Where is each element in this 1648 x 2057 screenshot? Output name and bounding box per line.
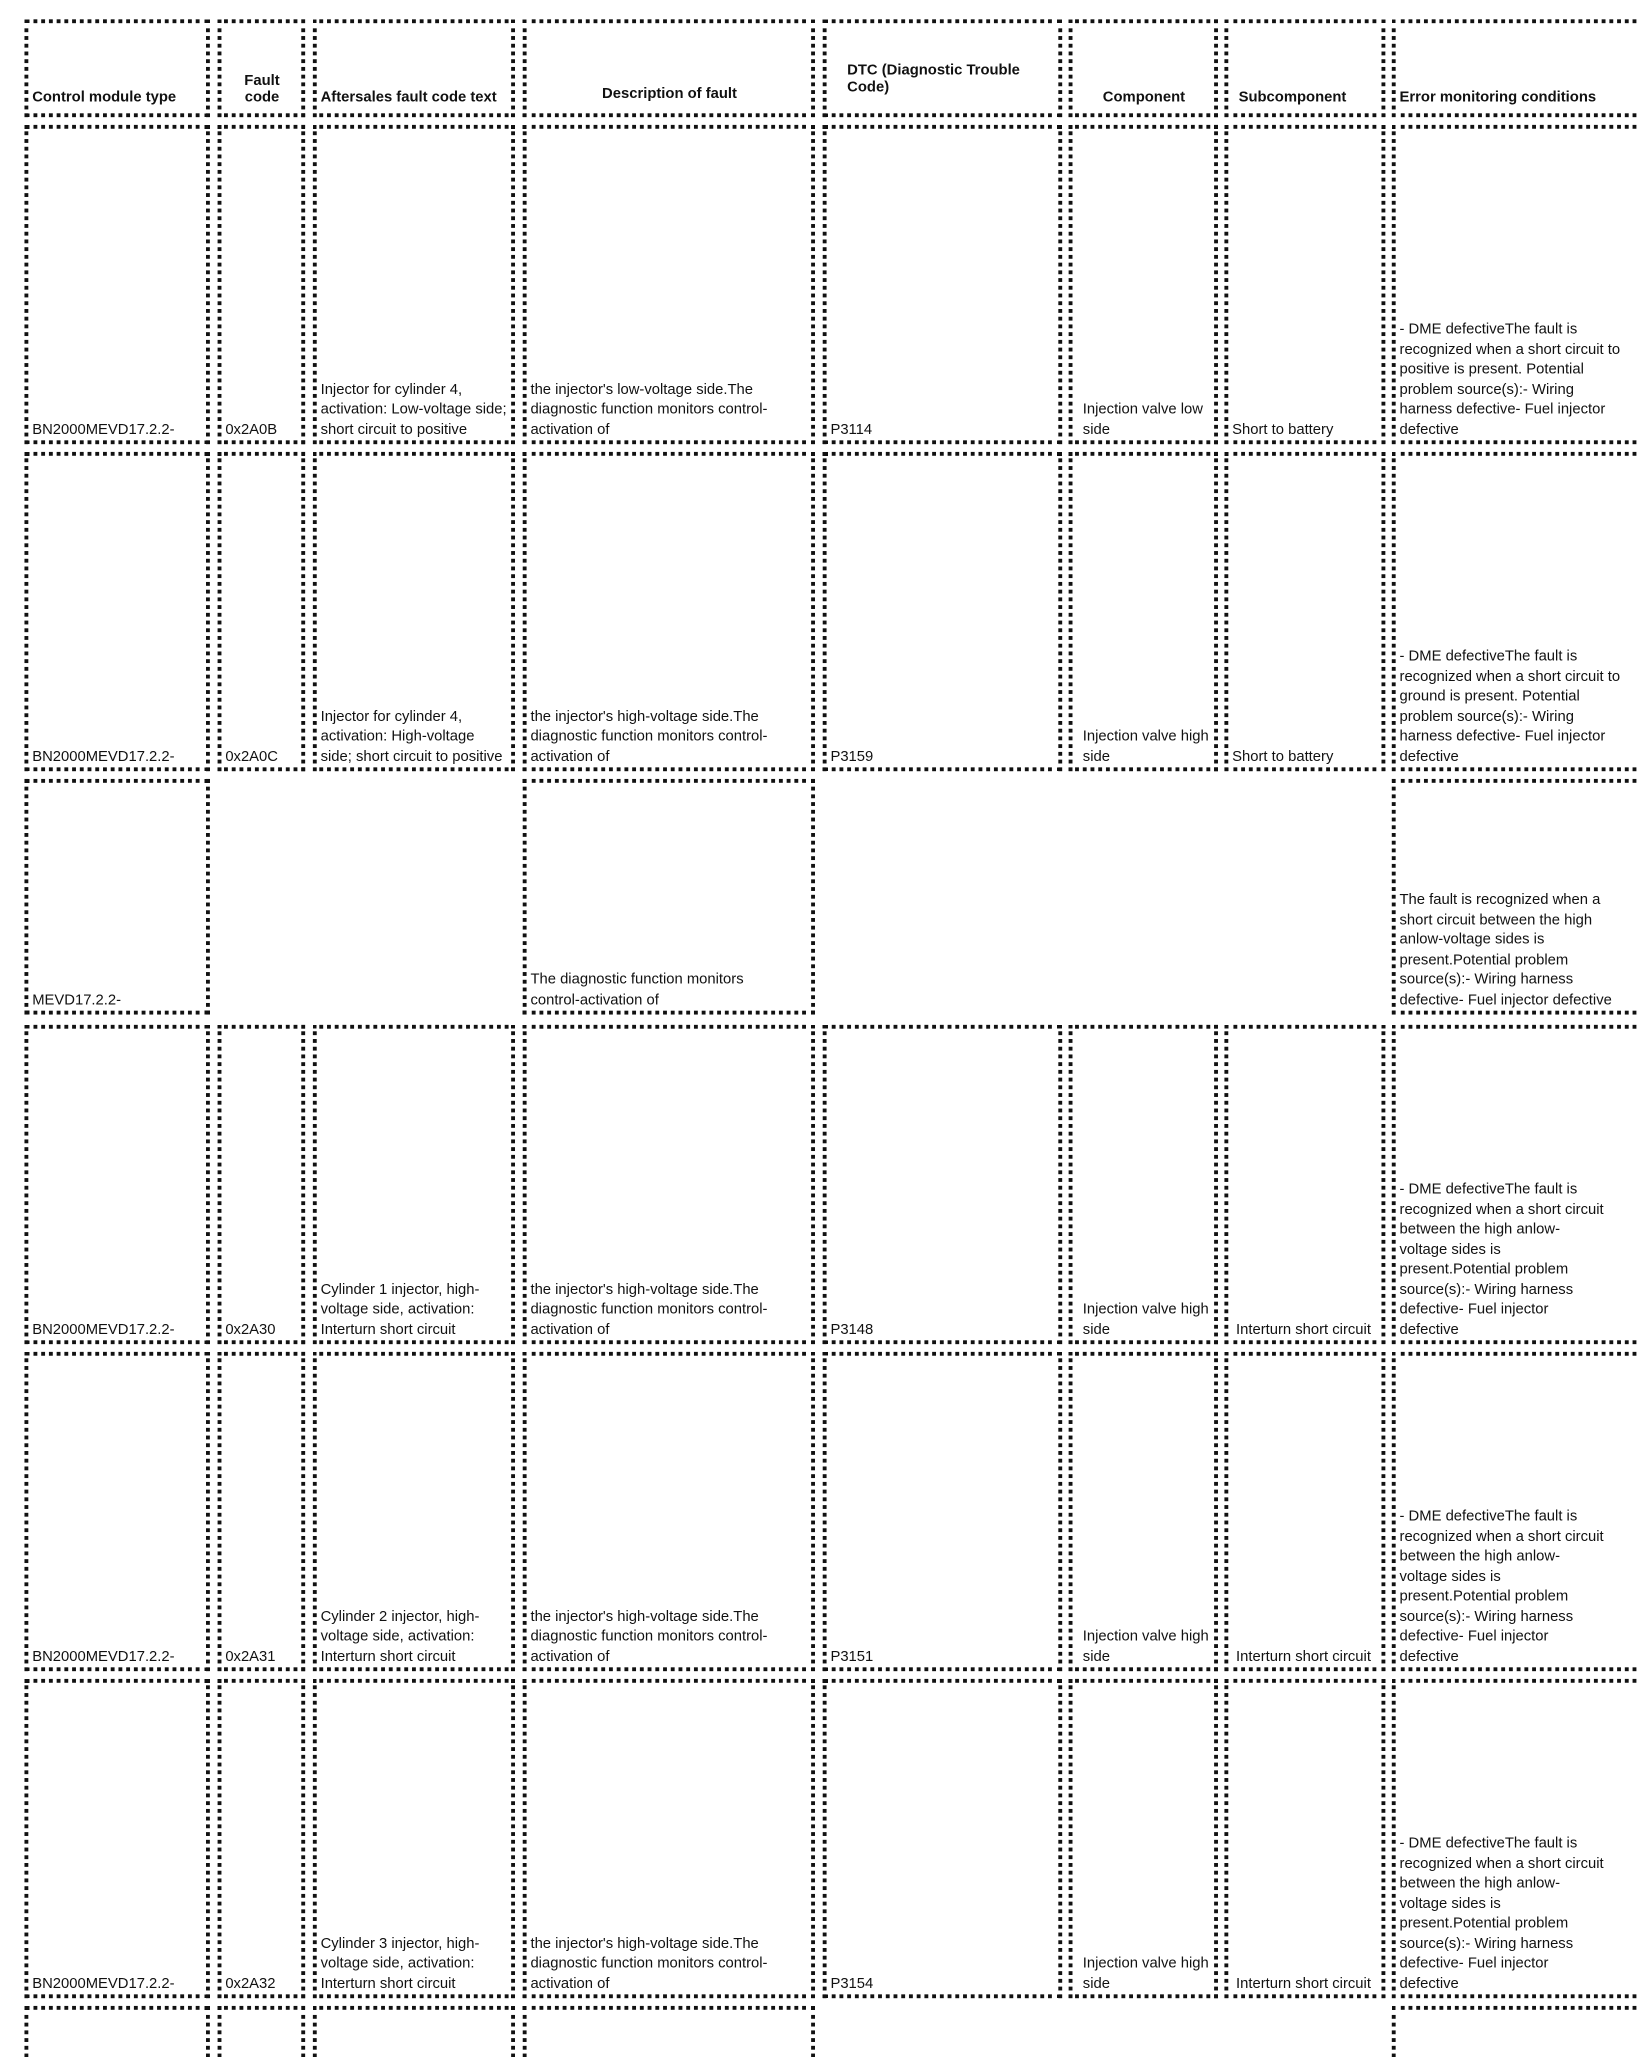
cell-text: Injection valve high side [1082,1955,1209,1992]
cell-text: Interturn short circuit [1236,1648,1371,1665]
table-row-5-module [24,1352,209,1671]
cell-text: the injector's high-voltage side.The diagnostic function monitors control-activation of [530,708,768,765]
header-error-conditions [1392,19,1637,117]
table-row-3-module [24,779,209,1015]
header-label: Component [1102,90,1186,106]
table-row-5-subcomponent [1224,1352,1385,1671]
cell-text: Injector for cylinder 4, activation: Low-voltage side; short circuit to positive [320,381,507,438]
table-row-7-code [218,2006,306,2057]
cell-text: - DME defectiveThe fault is recognized when a short circuit to ground is present. Potential problem source(s):- Wiring harness defective- Fuel injector defective [1399,648,1621,765]
header-dtc [823,19,1062,117]
cell-text: 0x2A0C [225,748,278,765]
header-label: Fault code [244,73,280,106]
header-label: DTC (Diagnostic Trouble Code) [847,63,1020,96]
cell-text: Short to battery [1232,421,1334,438]
table-row-5-aftersales [313,1352,515,1671]
cell-text: Cylinder 2 injector, high-voltage side, activation: Interturn short circuit [320,1608,480,1665]
cell-text: - DME defectiveThe fault is recognized when a short circuit between the high anlow-voltage sides is present.Potential problem source(s):- Wiring harness defective- Fuel injector defective [1399,1508,1604,1665]
cell-text: Injection valve high side [1082,1301,1209,1338]
table-row-2-component [1069,452,1218,771]
cell-text: Interturn short circuit [1236,1975,1371,1992]
table-row-2-dtc [823,452,1062,771]
table-row-4-conditions [1392,1025,1637,1344]
cell-text: MEVD17.2.2- [32,992,122,1008]
table-row-5-description [523,1352,815,1671]
cell-text: - DME defectiveThe fault is recognized when a short circuit between the high anlow-voltage sides is present.Potential problem source(s):- Wiring harness defective- Fuel injector defective [1399,1181,1604,1338]
table-row-7-module [24,2006,209,2057]
cell-text: the injector's high-voltage side.The diagnostic function monitors control-activation of [530,1935,768,1992]
cell-text: BN2000MEVD17.2.2- [32,1321,175,1338]
table-row-4-description [523,1025,815,1344]
cell-text: P3148 [830,1321,874,1338]
table-row-2-description [523,452,815,771]
cell-text: P3154 [830,1975,874,1992]
header-subcomponent [1224,19,1385,117]
table-row-7-conditions [1392,2006,1637,2057]
cell-text: 0x2A31 [225,1648,276,1665]
table-row-2-conditions [1392,452,1637,771]
table-row-7-aftersales [313,2006,515,2057]
table-row-1-dtc [823,125,1062,444]
cell-text: BN2000MEVD17.2.2- [32,1648,175,1665]
table-row-2-subcomponent [1224,452,1385,771]
table-row-6-module [24,1679,209,1998]
table-row-6-subcomponent [1224,1679,1385,1998]
table-row-1-module [24,125,209,444]
header-description [523,19,815,117]
cell-text: the injector's low-voltage side.The diagnostic function monitors control-activation of [530,381,768,438]
cell-text: Injection valve low side [1082,401,1203,438]
cell-text: the injector's high-voltage side.The diagnostic function monitors control-activation of [530,1281,768,1338]
cell-text: BN2000MEVD17.2.2- [32,421,175,438]
cell-text: Injection valve high side [1082,728,1209,765]
table-row-1-aftersales [313,125,515,444]
table-row-1-description [523,125,815,444]
cell-text: - DME defectiveThe fault is recognized when a short circuit between the high anlow-voltage sides is present.Potential problem source(s):- Wiring harness defective- Fuel injector defective [1399,1835,1604,1992]
header-label: Subcomponent [1238,90,1347,106]
table-row-1-conditions [1392,125,1637,444]
cell-text: 0x2A0B [225,421,278,438]
cell-text: 0x2A30 [225,1321,276,1338]
cell-text: Cylinder 1 injector, high-voltage side, activation: Interturn short circuit [320,1281,480,1338]
header-aftersales-text [313,19,515,117]
table-row-2-aftersales [313,452,515,771]
cell-text: - DME defectiveThe fault is recognized when a short circuit to positive is present. Potential problem source(s):- Wiring harness defective- Fuel injector defective [1399,321,1621,438]
table-row-6-conditions [1392,1679,1637,1998]
table-row-4-code [218,1025,306,1344]
table-row-6-aftersales [313,1679,515,1998]
cell-text: BN2000MEVD17.2.2- [32,1975,175,1992]
cell-text: the injector's high-voltage side.The diagnostic function monitors control-activation of [530,1608,768,1665]
table-row-1-subcomponent [1224,125,1385,444]
header-label: Error monitoring conditions [1399,90,1597,106]
header-control-module-type [24,19,209,117]
cell-text: 0x2A32 [225,1975,276,1992]
cell-text: P3159 [830,748,874,765]
table-row-1-code [218,125,306,444]
header-fault-code [218,19,306,117]
table-row-4-subcomponent [1224,1025,1385,1344]
table-row-3-conditions [1392,779,1637,1015]
table-row-7-description [523,2006,815,2057]
header-label: Aftersales fault code text [320,90,497,106]
table-row-2-module [24,452,209,771]
cell-text: Interturn short circuit [1236,1321,1371,1338]
cell-text: Injection valve high side [1082,1628,1209,1665]
table-row-6-code [218,1679,306,1998]
cell-text: The diagnostic function monitors control-activation of [530,972,744,1008]
cell-text: Injector for cylinder 4, activation: High-voltage side; short circuit to positive [320,708,503,765]
table-row-6-component [1069,1679,1218,1998]
cell-text: The fault is recognized when a short circuit between the high anlow-voltage sides is present.Potential problem source(s):- Wiring harness defective- Fuel injector defective [1399,892,1612,1008]
table-row-4-aftersales [313,1025,515,1344]
table-row-2-code [218,452,306,771]
table-row-6-description [523,1679,815,1998]
table-row-5-dtc [823,1352,1062,1671]
table-row-5-component [1069,1352,1218,1671]
header-component [1069,19,1218,117]
header-label: Description of fault [602,86,737,102]
table-row-4-module [24,1025,209,1344]
table-row-5-code [218,1352,306,1671]
cell-text: P3114 [830,421,873,438]
table-row-1-component [1069,125,1218,444]
table-row-4-dtc [823,1025,1062,1344]
cell-text: BN2000MEVD17.2.2- [32,748,175,765]
table-row-6-dtc [823,1679,1062,1998]
cell-text: Cylinder 3 injector, high-voltage side, activation: Interturn short circuit [320,1935,480,1992]
table-row-3-description [523,779,815,1015]
header-label: Control module type [32,90,177,106]
table-row-4-component [1069,1025,1218,1344]
cell-text: Short to battery [1232,748,1334,765]
table-row-5-conditions [1392,1352,1637,1671]
cell-text: P3151 [830,1648,874,1665]
